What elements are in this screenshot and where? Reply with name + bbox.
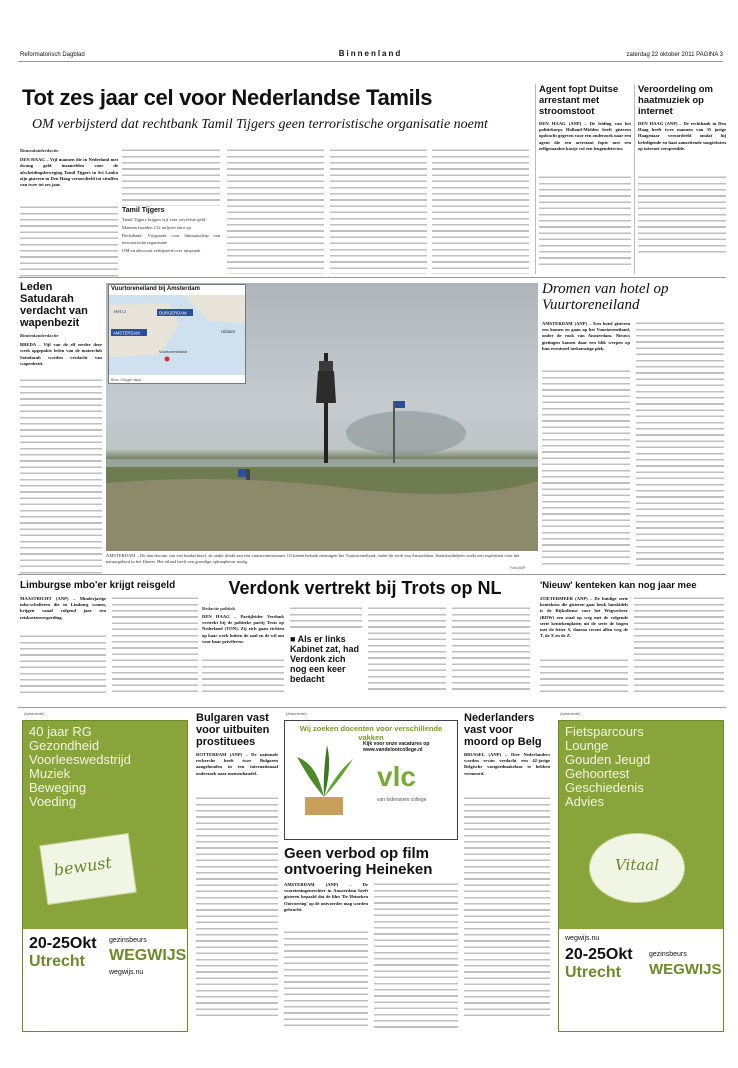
verdonk-headline: Verdonk vertrekt bij Trots op NL <box>228 578 502 598</box>
ad1-url[interactable]: wegwijs.nu <box>109 969 144 976</box>
verdonk-story <box>200 578 530 696</box>
verdonk-body-3 <box>368 606 446 694</box>
ad3-word: Advies <box>565 794 605 809</box>
side1-body <box>539 175 631 265</box>
kenteken-body-1 <box>540 658 628 694</box>
map-graphic <box>109 295 245 375</box>
ad3-card <box>589 833 685 903</box>
satudarah-byline: Binnenlandredactie <box>20 333 59 338</box>
satudarah-body <box>20 378 102 574</box>
ad3-dates: 20-25Okt <box>565 946 633 963</box>
paper-name: Reformatorisch Dagblad <box>20 52 85 58</box>
ad2-sub[interactable]: Kijk voor onze vacatures op www.vandelootcollege.nl <box>363 741 430 753</box>
map-credit: Bron: Google maps <box>111 378 142 382</box>
belg-headline: Nederlanders vast voor moord op Belg <box>464 712 542 748</box>
ad3-label: (Advertentie) <box>560 712 581 716</box>
lead-col-5 <box>432 148 529 274</box>
ad2-label: (Advertentie) <box>286 712 307 716</box>
ad1-label: (Advertentie) <box>24 712 45 716</box>
verdonk-byline: Redactie politiek <box>202 606 236 611</box>
map-label: AMSTERDAM <box>113 330 140 336</box>
belg-body <box>464 796 550 1018</box>
kenteken-intro: ZOETERMEER (ANP) – De huidige serie kentekens die gisteren gaat beuk Ianskidels is de Rijksdienst voor het Wegverkeer (RDW) een staal op weg met de volgende serie kentekenplaten uit de serie de bogen met de letter S, daarna recent allen weg de T, de X en de Z. <box>540 596 628 639</box>
ad1-footer <box>23 929 187 1032</box>
ad1-word: Voorleeswedstrijd <box>29 752 131 767</box>
limburg-intro: MAASTRICHT (ANP) – Minderjarige mbo-scholieren die in Limburg wonen, krijgen vanaf volgend jaar een reiskostenvergoeding. <box>20 596 106 620</box>
plant-icon <box>289 739 359 819</box>
tamil-box-item: Rechtbank: Vrijspraak voor lidmaatschap van terroristische organisatie <box>122 233 220 245</box>
ad2-banner: Wij zoeken docenten voor verschillende vakken <box>299 724 443 742</box>
ad3-word: Geschiedenis <box>565 780 644 795</box>
ad3-card-text: Vitaal <box>614 856 660 874</box>
belg-story <box>464 712 550 1032</box>
side2-body <box>638 175 726 253</box>
photo-credit: Foto ANP <box>510 566 526 570</box>
heineken-body-1 <box>284 930 368 1030</box>
issue-date: zaterdag 22 oktober 2011 PAGINA 3 <box>626 52 723 58</box>
bulgaren-headline: Bulgaren vast voor uitbuiten prostituees <box>196 712 270 748</box>
kenteken-body-2 <box>634 596 724 694</box>
ad1-dates: 20-25Okt <box>29 935 97 952</box>
section-rule <box>18 707 726 708</box>
vuurtoreneiland-body-1 <box>542 369 630 569</box>
limburg-body-2 <box>112 596 198 694</box>
ad1-org: gezinsbeurs <box>109 937 147 944</box>
column-rule <box>634 84 635 274</box>
ad3-word: Gehoortest <box>565 766 630 781</box>
lead-col-1 <box>20 148 118 276</box>
ad2-college: van lodenstein college <box>377 797 427 803</box>
ad3-org: gezinsbeurs <box>649 951 687 958</box>
ad3-url[interactable]: wegwijs.nu <box>565 935 600 942</box>
heineken-headline: Geen verbod op film ontvoering Heineken <box>284 845 433 878</box>
side2-intro: DEN HAAG (ANP) – De rechtbank in Den Haag heeft twee mannen van 35 jarige Haagenaar veroordeeld omdat hij beledigende en haat aanzettende songteksten op internet verspreidde. <box>638 121 726 151</box>
bulgaren-intro: ROTTERDAM (ANP) – De nationale recherche heeft twee Bulgaren aangehouden in een internationaal onderzoek naar mensenhandel. <box>196 752 278 776</box>
ad3-city: Utrecht <box>565 964 622 981</box>
satudarah-intro: BREDA – Vijf van de elf eerder deze week opgepakte leden van de motorclub Satudarah worden verdacht van wapenbezit. <box>20 342 102 366</box>
map-label: Het IJ <box>114 309 126 314</box>
vuurtoreneiland-body-2 <box>636 321 724 569</box>
lead-intro: DEN HAAG – Vijf mannen die in Nederland met dwang geld inzamelden voor de afscheidingsbeweging Tamil Tijgers in Sri Lanka zijn gisteren in Den Haag veroordeeld tot straffen van twee tot zes jaar. <box>20 157 118 188</box>
side2-headline: Veroordeling om haatmuziek op internet <box>638 84 713 117</box>
tamil-box <box>122 206 220 274</box>
side1-intro: DEN HAAG (ANP) – De leiding van het politiekorps Holland-Midden heeft gisteren opdracht gegeven voor een onderzoek naar een agent die een arrestant fopte met een zelfgemaakte kastje vol een leugendetector. <box>539 121 631 151</box>
kenteken-headline: 'Nieuw' kenteken kan nog jaar mee <box>540 580 697 591</box>
map-label: Vuurtoreneiland <box>159 349 188 354</box>
tamil-box-item: OM en advocaat verbijsterd over uitspraak <box>122 247 201 253</box>
ad1-word: Muziek <box>29 766 71 781</box>
lead-subhead: OM verbijsterd dat rechtbank Tamil Tijgers geen terroristische organisatie noemt <box>32 117 488 132</box>
lead-body-1 <box>20 205 118 281</box>
side-story-1 <box>539 84 631 274</box>
ad1-card-text: bewust <box>52 852 113 880</box>
gezinsbeurs-ad-1[interactable] <box>22 720 188 1032</box>
lead-byline: Binnenlandredactie <box>20 148 59 153</box>
satudarah-story <box>20 281 102 569</box>
section-rule <box>18 574 726 575</box>
verdonk-intro: DEN HAAG – Partijleider Verdonk vertrekt bij de politieke partij Trots op Nederland (TON). Zij zich gaan richten op haar werk buiten de zaal en de wil om voor haar privéleven. <box>202 614 284 644</box>
pullquote-text: Als er links Kabinet zat, had Verdonk zich nog een keer bedacht <box>290 634 360 684</box>
section-rule <box>18 277 726 278</box>
lodenstein-ad[interactable] <box>284 720 458 840</box>
ad1-card <box>39 833 136 905</box>
ad1-city: Utrecht <box>29 953 86 970</box>
ad1-word: Gezondheid <box>29 738 100 753</box>
limburg-body-1 <box>20 634 106 694</box>
tamil-box-title: Tamil Tijgers <box>122 207 165 214</box>
heineken-body-2 <box>374 882 458 1030</box>
bulgaren-story <box>196 712 278 1032</box>
lead-col-3 <box>227 148 324 274</box>
ad3-footer <box>559 929 723 1032</box>
verdonk-body-1 <box>202 658 284 694</box>
verdonk-body-4 <box>452 606 530 694</box>
masthead <box>18 48 723 62</box>
section-title: Binnenland <box>338 49 403 58</box>
heineken-story <box>284 846 458 1032</box>
location-map <box>108 284 246 384</box>
ad2-logo: vlc <box>377 761 416 792</box>
heineken-intro: AMSTERDAM (ANP) – De voorzieningenrechter in Amsterdam heeft gisteren bepaald dat de film 'De Heineken Ontvoering' op de ontvoerder mag worden gebracht. <box>284 882 368 912</box>
vuurtoreneiland-headline: Dromen van hotel op Vuurtoreneiland <box>542 281 669 313</box>
ad3-word: Lounge <box>565 738 609 753</box>
column-rule <box>535 84 536 274</box>
ad1-word: 40 jaar RG <box>29 724 92 739</box>
limburg-story <box>20 580 198 694</box>
ad3-word: Gouden Jeugd <box>565 752 651 767</box>
map-title: Vuurtoreneiland bij Amsterdam <box>111 286 200 292</box>
ad1-brand: WEGWIJS <box>109 947 187 964</box>
side-story-2 <box>638 84 726 274</box>
bulgaren-body <box>196 796 278 1018</box>
belg-intro: BRUSSEL (ANP) – Drie Nederlanders worden ervan verdacht een 42-jarige Belgische vastgoedmakelaar te hebben vermoord. <box>464 752 550 776</box>
vuurtoreneiland-story <box>542 281 724 571</box>
tamil-box-item: Mannen haalden 132 miljoen euro op <box>122 225 191 231</box>
limburg-headline: Limburgse mbo'er krijgt reisgeld <box>20 580 176 591</box>
verdonk-pullquote: ■ Als er links Kabinet zat, had Verdonk zich nog een keer bedacht <box>290 634 360 684</box>
verdonk-body-2 <box>290 606 362 630</box>
lead-headline: Tot zes jaar cel voor Nederlandse Tamils <box>22 85 433 110</box>
ad1-word: Voeding <box>29 794 76 809</box>
lead-col-4 <box>330 148 427 274</box>
ad1-word: Beweging <box>29 780 87 795</box>
side1-headline: Agent fopt Duitse arrestant met stroomstoot <box>539 84 619 117</box>
tamil-box-item: Tamil Tijgers krijgen vijf voor zoveelste geld <box>122 217 206 222</box>
lead-col-2 <box>122 148 220 206</box>
map-label: DURGERDAM <box>159 310 187 316</box>
map-label: Uitdam <box>221 329 236 334</box>
gezinsbeurs-ad-2[interactable] <box>558 720 724 1032</box>
ad3-brand: WEGWIJS <box>649 961 722 978</box>
kenteken-story <box>540 580 724 694</box>
satudarah-headline: Leden Satudarah verdacht van wapenbezit <box>20 281 88 329</box>
photo-caption: AMSTERDAM – De dan droomt van een bunkerhotel, de ander denkt aan een vuurtorenmuseum. Of kanen bekaak meningen het Vuurtoreneiland, onder de rook van Amsterdam. Staatsbosbeheer zoekt een exploitant voor het natuurgebied in het IJmeer. Het eiland heeft een grondige opknapbeurt nodig. <box>106 553 520 564</box>
ad3-word: Fietsparcours <box>565 724 644 739</box>
vuurtoreneiland-intro: AMSTERDAM (ANP) – Een hotel gisteren een komen en gaan op het Vuurtoreneiland, onder de rook van Amsterdam. Nieuws gietingen komen daar een blik werpen op hun eventueel toekomstige plek. <box>542 321 630 351</box>
